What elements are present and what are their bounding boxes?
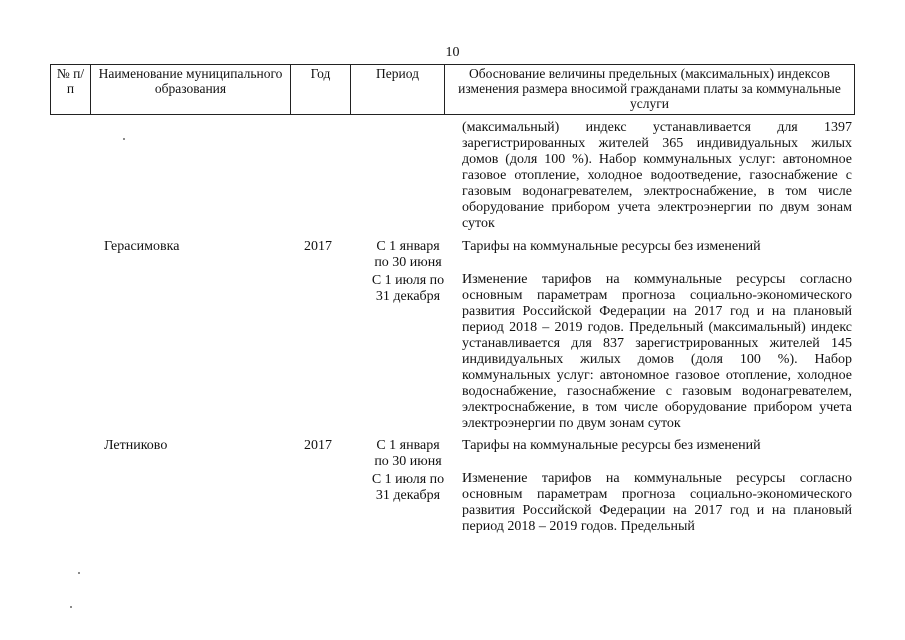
period-second-half: С 1 июля по 31 декабря: [371, 472, 445, 503]
page-number: 10: [445, 45, 460, 60]
period-second-half: С 1 июля по 31 декабря: [371, 273, 445, 304]
basis-paragraph: Изменение тарифов на коммунальные ресурсы согласно основным параметрам прогноза социально-экономического развития Российской Федерации на 2017 год и на плановый период 2018 – 2019 годов. Предельный (максимальный) индекс устанавливается для 837 зарегистрированных жителей 145 индивидуальных жилых домов (доля 100 %). Набор коммунальных услуг: автономное газовое отопление, холодное водоснабжение, газоснабжение с газовым водонагревателем, электроснабжение, в том числе оборудование прибором учета электроэнергии по двум зонам суток: [462, 272, 852, 431]
basis-cell: [462, 438, 852, 535]
municipality-name: Летниково: [104, 438, 168, 453]
basis-paragraph: Тарифы на коммунальные ресурсы без изменений: [462, 239, 761, 254]
row-year: 2017: [304, 239, 332, 254]
period-first-half: С 1 января по 30 июня: [374, 239, 442, 270]
header-name: Наименование муниципального образования: [91, 65, 291, 115]
table-row: [50, 239, 854, 432]
row-year: 2017: [304, 438, 332, 453]
header-basis: Обоснование величины предельных (максимальных) индексов изменения размера вносимой гражданами платы за коммунальные услуги: [445, 65, 855, 115]
basis-paragraph: Тарифы на коммунальные ресурсы без изменений: [462, 438, 761, 453]
period-cell: [368, 438, 448, 504]
scan-speck: [78, 572, 80, 574]
table-body: [50, 120, 854, 535]
header-year: Год: [291, 65, 351, 115]
header-number: № п/п: [51, 65, 91, 115]
table-header: [50, 64, 855, 115]
header-period: Период: [351, 65, 445, 115]
basis-cell: [462, 120, 852, 232]
basis-cell: [462, 239, 852, 432]
basis-paragraph: Изменение тарифов на коммунальные ресурсы согласно основным параметрам прогноза социально-экономического развития Российской Федерации на 2017 год и на плановый период 2018 – 2019 годов. Предельный: [462, 471, 852, 534]
scan-speck: [70, 606, 72, 608]
table-row: [50, 120, 854, 232]
basis-paragraph: (максимальный) индекс устанавливается для 1397 зарегистрированных жителей 365 индивидуальных жилых домов (доля 100 %). Набор коммунальных услуг: автономное газовое отопление, холодное водоотведение, газоснабжение с газовым водонагревателем, электроснабжение, в том числе оборудование прибором учета электроэнергии по двум зонам суток: [462, 120, 852, 231]
period-cell: [368, 239, 448, 305]
period-first-half: С 1 января по 30 июня: [374, 438, 442, 469]
table-row: [50, 438, 854, 535]
municipality-name: Герасимовка: [104, 239, 180, 254]
scan-speck: [123, 138, 125, 140]
